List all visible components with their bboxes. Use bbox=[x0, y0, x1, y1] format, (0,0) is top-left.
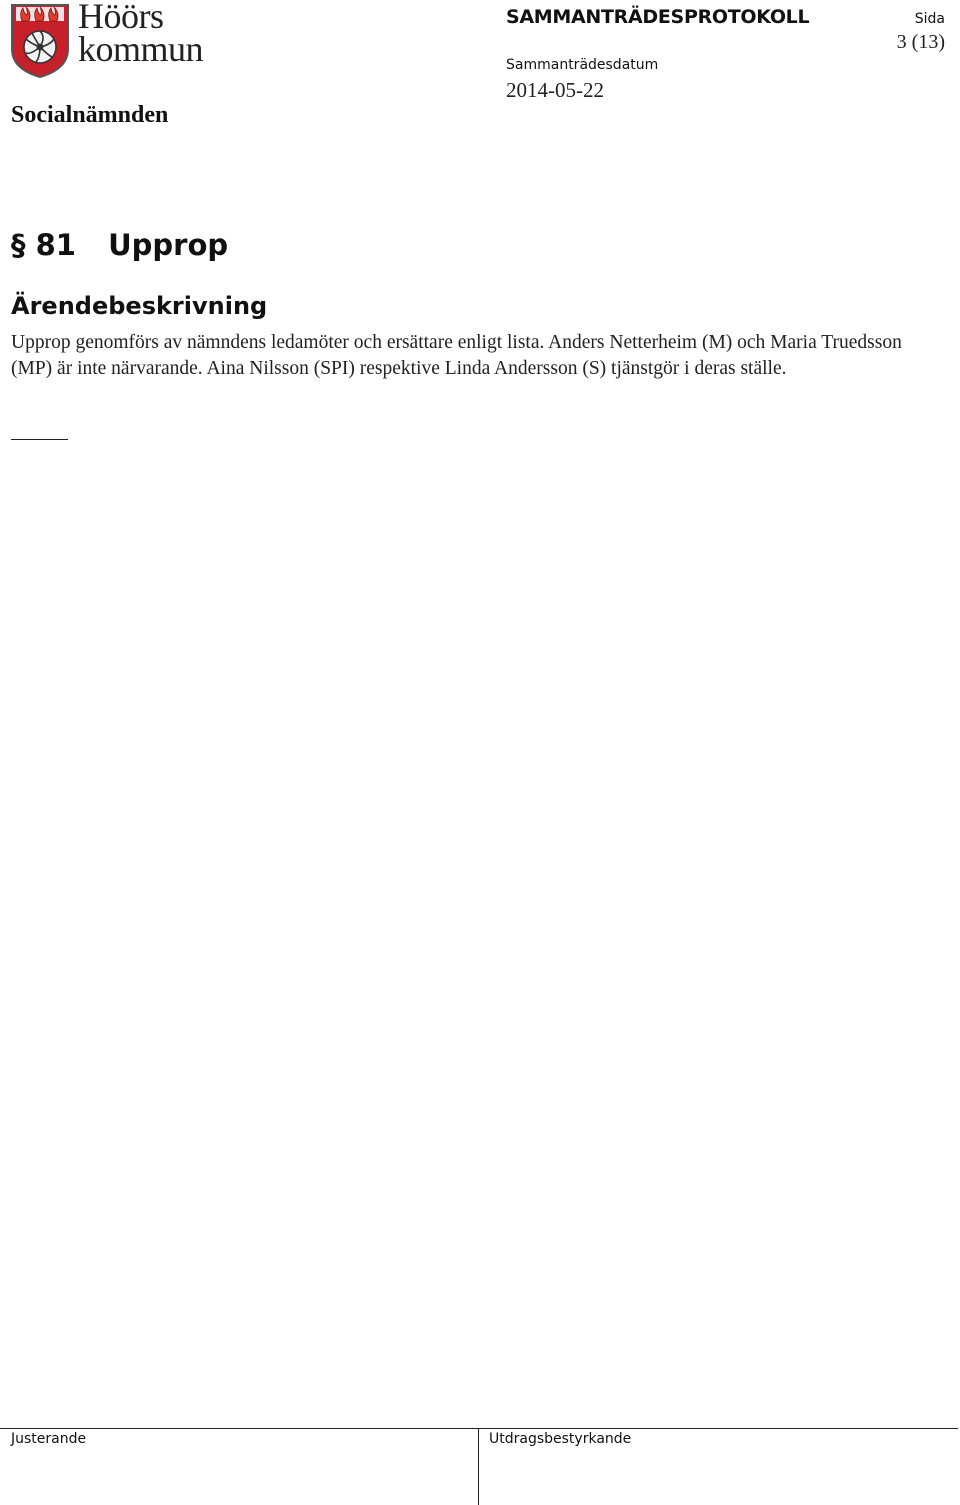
section-number: 81 bbox=[35, 228, 76, 262]
section-title: Upprop bbox=[108, 228, 229, 262]
municipality-name-line-2: kommun bbox=[78, 29, 204, 69]
date-label: Sammanträdesdatum bbox=[506, 57, 659, 73]
page-number: 3 (13) bbox=[896, 31, 945, 53]
footer-divider bbox=[478, 1428, 479, 1505]
case-description-text: Upprop genomförs av nämndens ledamöter och ersättare enligt lista. Anders Netterheim (M) och Maria Truedsson (MP) är inte närvarande. Aina Nilsson (SPI) respektive Linda Andersson (S) tjänstgör i deras ställe. bbox=[11, 332, 902, 379]
section-end-rule bbox=[11, 439, 68, 440]
municipality-name bbox=[78, 0, 204, 69]
case-description-heading: Ärendebeskrivning bbox=[11, 292, 268, 320]
section-symbol: § bbox=[11, 228, 26, 262]
municipality-name-line-1: Höörs bbox=[78, 0, 164, 36]
meeting-date: 2014-05-22 bbox=[506, 78, 604, 102]
section-heading bbox=[11, 228, 228, 262]
committee-name: Socialnämnden bbox=[11, 102, 169, 128]
coat-of-arms-icon bbox=[10, 3, 70, 79]
footer-rule bbox=[0, 1428, 958, 1429]
page-label: Sida bbox=[914, 11, 945, 27]
document-type: SAMMANTRÄDESPROTOKOLL bbox=[506, 6, 810, 28]
footer-signatory-label: Justerande bbox=[11, 1431, 87, 1447]
footer-certification-label: Utdragsbestyrkande bbox=[489, 1431, 632, 1447]
